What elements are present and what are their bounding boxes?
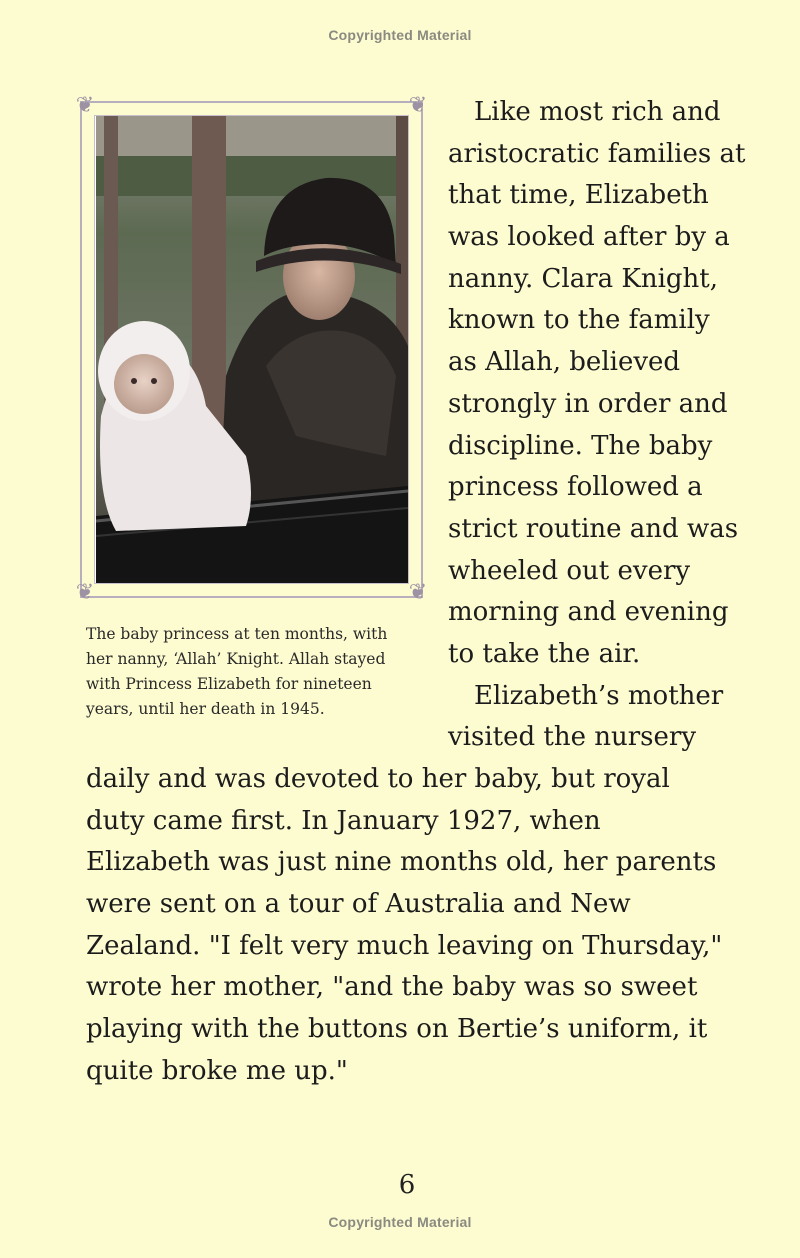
body-text-full-width xyxy=(86,759,722,1093)
frame-ornament-icon: ❦ xyxy=(75,580,95,605)
paragraph-line: nanny. Clara Knight, xyxy=(448,263,718,294)
paragraph-line: strongly in order and xyxy=(448,388,728,419)
paragraph-line: Zealand. "I felt very much leaving on Thursday," xyxy=(86,930,723,961)
paragraph-line: quite broke me up." xyxy=(86,1055,348,1086)
caption-line: with Princess Elizabeth for nineteen xyxy=(86,675,372,693)
paragraph-line: morning and evening xyxy=(448,597,729,628)
paragraph-line: that time, Elizabeth xyxy=(448,180,709,211)
paragraph-line: wheeled out every xyxy=(448,555,691,586)
paragraph-line: were sent on a tour of Australia and New xyxy=(86,889,631,920)
paragraph-line: was looked after by a xyxy=(448,222,730,253)
frame-ornament-icon: ❦ xyxy=(408,93,428,118)
page-number: 6 xyxy=(398,1170,416,1200)
paragraph-line: Elizabeth was just nine months old, her parents xyxy=(86,847,717,878)
paragraph-line: as Allah, believed xyxy=(448,347,681,378)
paragraph-line: to take the air. xyxy=(448,638,641,669)
paragraph-line: strict routine and was xyxy=(448,513,739,544)
paragraph-line: playing with the buttons on Bertie’s uniform, it xyxy=(86,1014,708,1045)
frame-ornament-icon: ❦ xyxy=(75,93,95,118)
body-text-right-column xyxy=(448,92,745,759)
paragraph-line: wrote her mother, "and the baby was so sweet xyxy=(86,972,698,1003)
copyright-watermark-top: Copyrighted Material xyxy=(328,27,472,43)
caption-line: her nanny, ‘Allah’ Knight. Allah stayed xyxy=(86,650,386,668)
paragraph-line: Like most rich and xyxy=(474,97,721,127)
paragraph-line: duty came first. In January 1927, when xyxy=(86,805,601,836)
paragraph-line: known to the family xyxy=(448,305,710,336)
photograph-baby-princess-with-nanny xyxy=(96,116,408,583)
paragraph-line: daily and was devoted to her baby, but royal xyxy=(86,764,670,794)
photo-caption xyxy=(86,622,426,722)
paragraph-line: aristocratic families at xyxy=(448,138,746,169)
frame-ornament-icon: ❦ xyxy=(408,580,428,605)
paragraph-line: princess followed a xyxy=(448,472,703,503)
paragraph-line: visited the nursery xyxy=(448,722,697,753)
caption-line: years, until her death in 1945. xyxy=(86,700,325,718)
paragraph-line: Elizabeth’s mother xyxy=(474,680,724,711)
caption-line: The baby princess at ten months, with xyxy=(86,625,388,643)
copyright-watermark-bottom: Copyrighted Material xyxy=(328,1214,472,1230)
paragraph-line: discipline. The baby xyxy=(448,430,713,461)
